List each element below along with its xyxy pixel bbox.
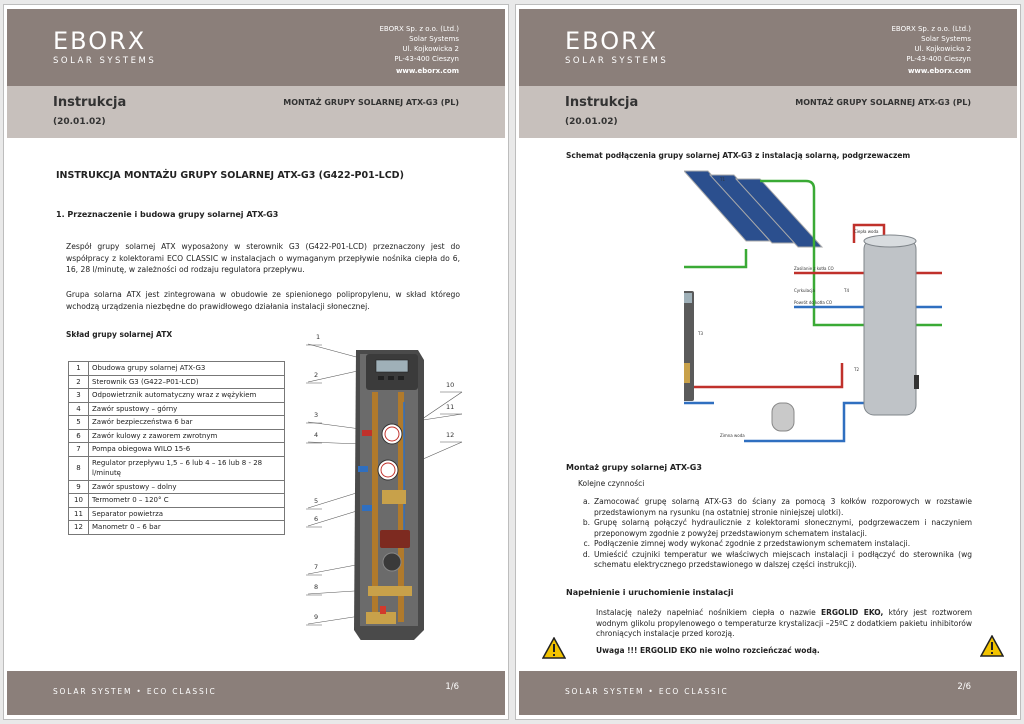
part-name: Zawór spustowy – górny	[89, 402, 285, 416]
part-number: 2	[69, 375, 89, 389]
part-name: Separator powietrza	[89, 507, 285, 521]
solar-group-drawing	[300, 330, 470, 640]
page-number: 1/6	[445, 682, 459, 692]
company-address	[891, 24, 971, 76]
step-letter: c.	[583, 539, 590, 548]
logo-tagline: SOLAR SYSTEMS	[565, 56, 669, 66]
fill-heading: Napełnienie i uruchomienie instalacji	[566, 588, 734, 597]
callout-12: 12	[446, 431, 455, 439]
table-row	[69, 494, 285, 508]
part-number: 1	[69, 362, 89, 376]
company-division: Solar Systems	[409, 35, 459, 43]
step-text: Grupę solarną połączyć hydraulicznie z kolektorami słonecznymi, podgrzewaczem i naczyniem przeponowym zgodnie z powyżej przedstawionym schematem instalacji.	[594, 518, 972, 538]
next-steps-label: Kolejne czynności	[578, 479, 645, 488]
callout-2: 2	[314, 371, 319, 379]
table-row	[69, 507, 285, 521]
doc-subject: MONTAŻ GRUPY SOLARNEJ ATX-G3 (PL)	[795, 98, 971, 107]
installation-schematic-drawing	[684, 167, 974, 457]
part-number: 8	[69, 456, 89, 480]
doc-title: Instrukcja	[53, 95, 127, 110]
logo-wordmark: EBORX	[53, 27, 147, 55]
housing-paragraph: Grupa solarna ATX jest zintegrowana w obudowie ze spienionego polipropylenu, w skład którego wchodzą urządzenia niezbędne do prawidłowego działania instalacji słonecznej.	[66, 290, 460, 311]
callout-9: 9	[314, 613, 319, 621]
footer-brand: SOLAR SYSTEM • ECO CLASSIC	[565, 687, 729, 696]
mount-heading: Montaż grupy solarnej ATX-G3	[566, 463, 702, 472]
title-band	[519, 86, 1017, 138]
part-number: 4	[69, 402, 89, 416]
page-number: 2/6	[957, 682, 971, 692]
page-header	[519, 9, 1017, 86]
part-number: 7	[69, 443, 89, 457]
part-name: Manometr 0 – 6 bar	[89, 521, 285, 535]
part-number: 9	[69, 480, 89, 494]
table-row	[69, 521, 285, 535]
solar-group-illustration	[300, 330, 470, 640]
part-number: 3	[69, 389, 89, 403]
title-band	[7, 86, 505, 138]
doc-title: Instrukcja	[565, 95, 639, 110]
eborx-logo	[53, 29, 156, 66]
part-name: Odpowietrznik automatyczny wraz z wężykiem	[89, 389, 285, 403]
label-hot-water: Ciepła woda	[854, 229, 879, 234]
list-item	[578, 539, 972, 550]
label-t3: T3	[698, 331, 703, 336]
company-address	[379, 24, 459, 76]
doc-subject: MONTAŻ GRUPY SOLARNEJ ATX-G3 (PL)	[283, 98, 459, 107]
table-row	[69, 362, 285, 376]
installation-schematic	[684, 167, 974, 457]
table-row	[69, 456, 285, 480]
table-row	[69, 389, 285, 403]
label-t2: T2	[854, 367, 859, 372]
list-item	[578, 518, 972, 539]
company-division: Solar Systems	[921, 35, 971, 43]
company-street: Ul. Kojkowicka 2	[402, 45, 459, 53]
label-circulation: Cyrkulacja	[794, 288, 815, 293]
step-letter: a.	[583, 497, 590, 506]
part-number: 6	[69, 429, 89, 443]
warning-text: Uwaga !!! ERGOLID EKO nie wolno rozcieńczać wodą.	[596, 646, 820, 655]
eborx-logo	[565, 29, 668, 66]
step-letter: b.	[582, 518, 590, 527]
warning-triangle-icon	[980, 635, 1004, 657]
part-name: Zawór kulowy z zaworem zwrotnym	[89, 429, 285, 443]
callout-5: 5	[314, 497, 319, 505]
logo-tagline: SOLAR SYSTEMS	[53, 56, 157, 66]
callout-10: 10	[446, 381, 455, 389]
label-boiler-return: Powrót do kotła CO	[794, 300, 833, 305]
part-name: Zawór spustowy – dolny	[89, 480, 285, 494]
part-name: Regulator przepływu 1,5 – 6 lub 4 – 16 lub 8 - 28 l/minutę	[89, 456, 285, 480]
part-number: 10	[69, 494, 89, 508]
part-name: Obudowa grupy solarnej ATX-G3	[89, 362, 285, 376]
fill-paragraph	[596, 608, 972, 640]
label-cold-water: Zimna woda	[720, 433, 745, 438]
table-row	[69, 429, 285, 443]
intro-paragraph: Zespół grupy solarnej ATX wyposażony w sterownik G3 (G422-P01-LCD) przeznaczony jest do współpracy z kolektorami ECO CLASSIC w instalacjach o wymaganym przepływie nośnika ciepła do 6, 16, 28 l/minutę, w zależności od rodzaju regulatora przepływu.	[66, 242, 460, 274]
callout-4: 4	[314, 431, 319, 439]
label-t1: T1	[720, 177, 725, 182]
table-row	[69, 443, 285, 457]
part-number: 12	[69, 521, 89, 535]
company-website-link[interactable]: www.eborx.com	[395, 67, 459, 75]
company-city: PL-43-400 Cieszyn	[394, 55, 459, 63]
part-name: Sterownik G3 (G422–P01-LCD)	[89, 375, 285, 389]
list-item	[578, 497, 972, 518]
document-page-1	[3, 4, 509, 720]
section-heading: 1. Przeznaczenie i budowa grupy solarnej ATX-G3	[56, 210, 279, 219]
footer-brand: SOLAR SYSTEM • ECO CLASSIC	[53, 687, 217, 696]
company-street: Ul. Kojkowicka 2	[914, 45, 971, 53]
table-row	[69, 402, 285, 416]
diagram-caption: Schemat podłączenia grupy solarnej ATX-G3 z instalacją solarną, podgrzewaczem	[566, 151, 911, 160]
fill-text-end: który jest roztworem wodnym glikolu propylenowego o temperaturze krystalizacji –25ºC z dodatkiem pakietu inhibitorów chroniących instalacje przed korozją.	[596, 608, 973, 638]
label-boiler-supply: Zasilanie z kotła CO	[794, 266, 834, 271]
doc-date: (20.01.02)	[53, 117, 106, 127]
fill-text-product: ERGOLID EKO,	[820, 608, 884, 617]
company-name: EBORX Sp. z o.o. (Ltd.)	[891, 25, 971, 33]
warning-triangle-icon	[542, 637, 566, 659]
company-name: EBORX Sp. z o.o. (Ltd.)	[379, 25, 459, 33]
main-heading: INSTRUKCJA MONTAŻU GRUPY SOLARNEJ ATX-G3 (G422-P01-LCD)	[56, 170, 404, 181]
table-row	[69, 375, 285, 389]
callout-3: 3	[314, 411, 319, 419]
company-website-link[interactable]: www.eborx.com	[907, 67, 971, 75]
part-name: Zawór bezpieczeństwa 6 bar	[89, 416, 285, 430]
solar-collector	[684, 171, 822, 247]
callout-6: 6	[314, 515, 319, 523]
company-city: PL-43-400 Cieszyn	[906, 55, 971, 63]
step-text: Podłączenie zimnej wody wykonać zgodnie z przedstawionym schematem instalacji.	[594, 539, 911, 548]
part-number: 11	[69, 507, 89, 521]
mount-steps-list	[578, 497, 972, 571]
parts-table	[68, 361, 285, 535]
logo-wordmark: EBORX	[565, 27, 659, 55]
callout-7: 7	[314, 563, 319, 571]
part-number: 5	[69, 416, 89, 430]
table-row	[69, 480, 285, 494]
fill-text-start: Instalację należy napełniać nośnikiem ciepła o nazwie	[596, 608, 821, 617]
table-row	[69, 416, 285, 430]
list-item	[578, 550, 972, 571]
document-page-2	[515, 4, 1021, 720]
page-footer	[7, 671, 505, 715]
page-footer	[519, 671, 1017, 715]
doc-date: (20.01.02)	[565, 117, 618, 127]
page-header	[7, 9, 505, 86]
part-name: Termometr 0 – 120° C	[89, 494, 285, 508]
label-t4: T4	[844, 288, 849, 293]
callout-8: 8	[314, 583, 319, 591]
part-name: Pompa obiegowa WILO 15-6	[89, 443, 285, 457]
callout-1: 1	[316, 333, 321, 341]
parts-heading: Skład grupy solarnej ATX	[66, 330, 173, 339]
step-text: Umieścić czujniki temperatur we właściwych miejscach instalacji i podłączyć do sterownika (wg schematu elektrycznego przedstawionego w dalszej części instrukcji).	[594, 549, 972, 569]
step-letter: d.	[582, 549, 590, 559]
callout-11: 11	[446, 403, 455, 411]
step-text: Zamocować grupę solarną ATX-G3 do ściany za pomocą 3 kołków rozporowych w rozstawie przedstawionym na rysunku (na ostatniej stronie niniejszej ulotki).	[594, 497, 972, 517]
